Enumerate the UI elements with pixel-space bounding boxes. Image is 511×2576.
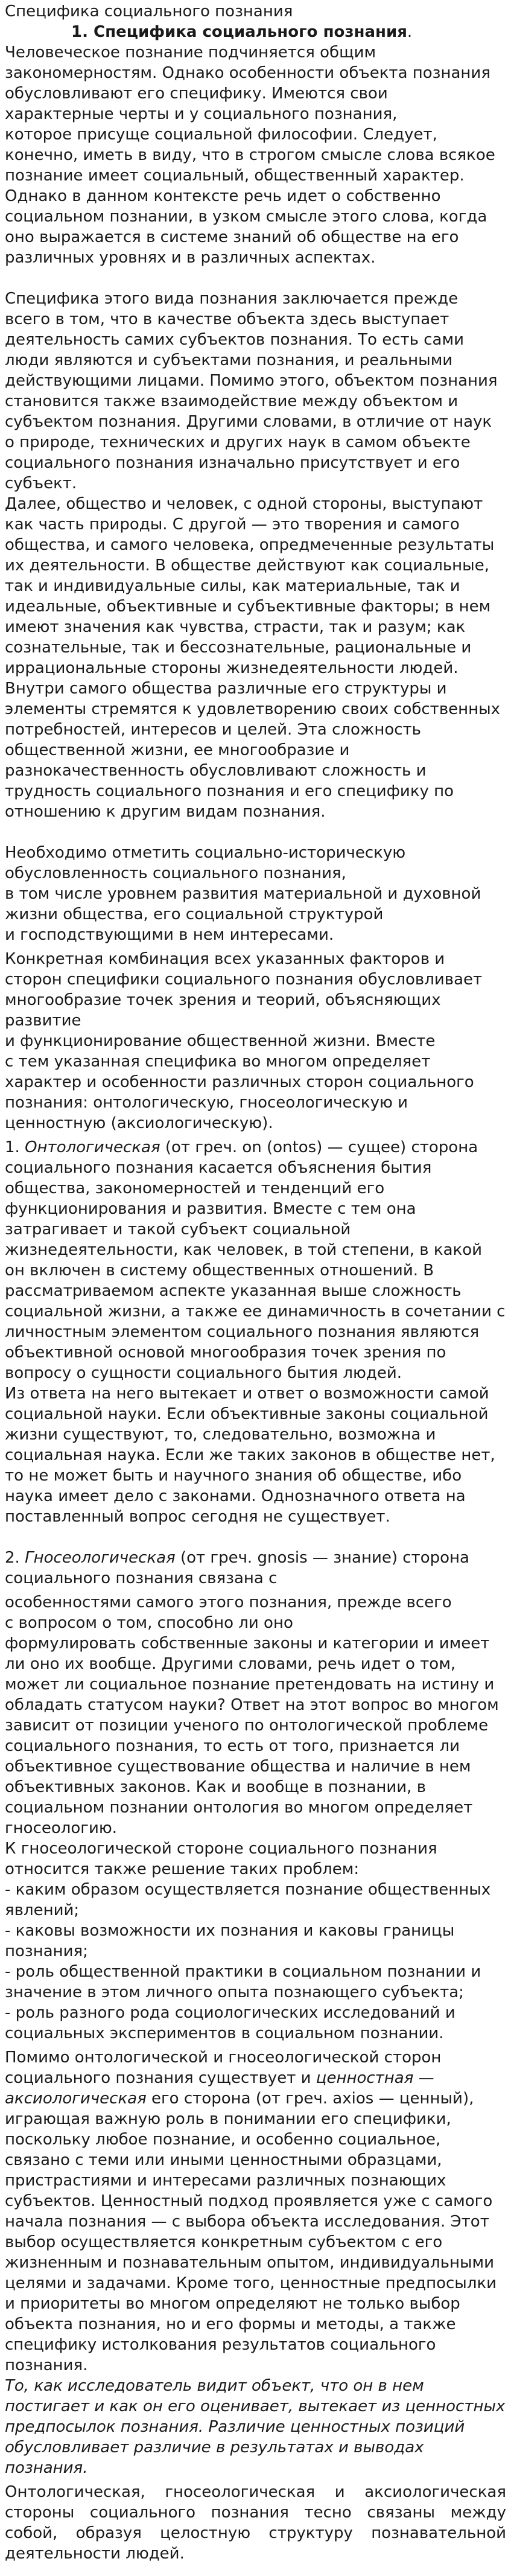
paragraph-specifics: Специфика этого вида познания заключается прежде всего в том, что в качестве объекта здесь выступает деятельность самих субъектов познания. То есть сами люди являются и субъектами познания, и реальными действующими лицами. Помимо этого, объектом познания становится также взаимодействие между объектом и субъектом познания. Другими словами, в отличие от наук о природе, технических и других наук в самом объекте социального познания изначально присутствует и его субъект. Далее, общество и человек, с одной стороны, выступают как часть природы. С другой — это творения и самого общества, и самого человека, опредмеченные результаты их деятельности. В обществе действуют как социальные, так и индивидуальные силы, как материальные, так и идеальные, объективные и субъективные факторы; в нем имеют значения как чувства, страсти, так и разум; как сознательные, так и бессознательные, рациональные и иррациональные стороны жизнедеятельности людей. Внутри самого общества различные его структуры и элементы стремятся к удовлетворению своих собственных потребностей, интересов и целей. Эта сложность общественной жизни, ее многообразие и разнокачественность обусловливают сложность и трудность социального познания и его специфику по отношению к другим видам познания. — [5, 290, 501, 821]
paragraph-axiological — [5, 2047, 506, 2478]
gnoseological-number: 2. — [5, 1549, 25, 1567]
paragraph-combination: Конкретная комбинация всех указанных факторов и сторон специфики социального познания обусловливает многообразие точек зрения и теорий, объясняющих развитие и функционирование общественной жизни. Вместе с тем указанная специфика во многом определяет характер и особенности различных сторон социального познания: онтологическую, гносеологическую и ценностную (аксиологическую). — [5, 950, 483, 1132]
spacer — [5, 822, 506, 843]
section-heading-tail: . — [407, 23, 413, 41]
ontological-term: Онтологическая — [25, 1138, 160, 1156]
section-heading-number: 1. — [71, 23, 88, 41]
paragraph-ontological — [5, 1137, 506, 1527]
spacer — [5, 1527, 506, 1548]
paragraph-historical-conditioning: Необходимо отметить социально-историческую обусловленность социального познания, в том числе уровнем развития материальной и духовной жизни общества, его социальной структурой и господствующими в нем интересами. — [5, 844, 481, 944]
spacer — [5, 268, 506, 289]
document-title: Специфика социального познания — [5, 2, 293, 21]
paragraph-conclusion: Онтологическая, гносеологическая и аксиологическая стороны социального познания тесно связаны между собой, образуя целостную структуру познавательной деятельности людей. — [5, 2483, 506, 2563]
ontological-number: 1. — [5, 1138, 25, 1156]
section-heading — [5, 22, 506, 42]
axiological-intro: Помимо онтологической и гносеологической сторон социального познания существует и — [5, 2048, 442, 2087]
axiological-text: его сторона (от греч. axios — ценный), играющая важную роль в понимании его специфики, поскольку любое познание, и особенно социальное, связано с теми или иными ценностными образцами, пристрастиями и интересами различных познающих субъектов. Ценностный подход проявляется уже с самого начала познания — с выбора объекта исследования. Этот выбор осуществляется конкретным субъектом с его жизненным и познавательным опытом, индивидуальными целями и задачами. Кроме того, ценностные предпосылки и приоритеты во многом определяют не только выбор объекта познания, но и его формы и методы, а также специфику истолкования результатов социального познания. — [5, 2090, 497, 2374]
paragraph-gnoseological — [5, 1548, 506, 1589]
section-heading-text: Специфика социального познания — [94, 23, 407, 41]
gnoseological-text: (от греч. gnosis — знание) сторона социального познания связана с — [5, 1549, 469, 1587]
ontological-text: (от греч. on (ontos) — сущее) сторона социального познания касается объяснения бытия общества, закономерностей и тенденций его функционирования и развития. Вместе с тем она затрагивает и такой субъект социальной жизнедеятельности, как человек, в той степени, в какой он включен в систему общественных отношений. В рассматриваемом аспекте указанная выше сложность социальной жизни, а также ее динамичность в сочетании с личностным элементом социального познания являются объективной основой многообразия точек зрения по вопросу о сущности социального бытия людей. Из ответа на него вытекает и ответ о возможности самой социальной науки. Если объективные законы социальной жизни существуют, то, следовательно, возможна и социальная наука. Если же таких законов в обществе нет, то не может быть и научного знания об обществе, ибо наука имеет дело с законами. Однозначного ответа на поставленный вопрос сегодня не существует. — [5, 1138, 506, 1526]
paragraph-intro: Человеческое познание подчиняется общим закономерностям. Однако особенности объекта познания обусловливают его специфику. Имеются свои характерные черты и у социального познания, которое присуще социальной философии. Следует, конечно, иметь в виду, что в строгом смысле слова всякое познание имеет социальный, общественный характер. Однако в данном контексте речь идет о собственно социальном познании, в узком смысле этого слова, когда оно выражается в системе знаний об обществе на его различных уровнях и в различных аспектах. — [5, 43, 495, 267]
axiological-term: ценностная — аксиологическая — [5, 2069, 434, 2108]
axiological-italic-conclusion: То, как исследователь видит объект, что он в нем постигает и как он его оценивает, вытекает из ценностных предпосылок познания. Различие ценностных позиций обусловливает различие в результатах и выводах познания. — [5, 2377, 506, 2477]
paragraph-gnoseological-details: особенностями самого этого познания, прежде всего с вопросом о том, способно ли оно формулировать собственные законы и категории и имеет ли оно их вообще. Другими словами, речь идет о том, может ли социальное познание претендовать на истину и обладать статусом науки? Ответ на этот вопрос во многом зависит от позиции ученого по онтологической проблеме социального познания, то есть от того, признается ли объективное существование общества и наличие в нем объективных законов. Как и вообще в познании, в социальном познании онтология во многом определяет гносеологию. К гносеологической стороне социального познания относится также решение таких проблем: - каким образом осуществляется познание общественных явлений; - каковы возможности их познания и каковы границы познания; - роль общественной практики в социальном познании и значение в этом личного опыта познающего субъекта; - роль разного рода социологических исследований и социальных экспериментов в социальном познании. — [5, 1593, 499, 2042]
gnoseological-term: Гносеологическая — [25, 1549, 176, 1567]
